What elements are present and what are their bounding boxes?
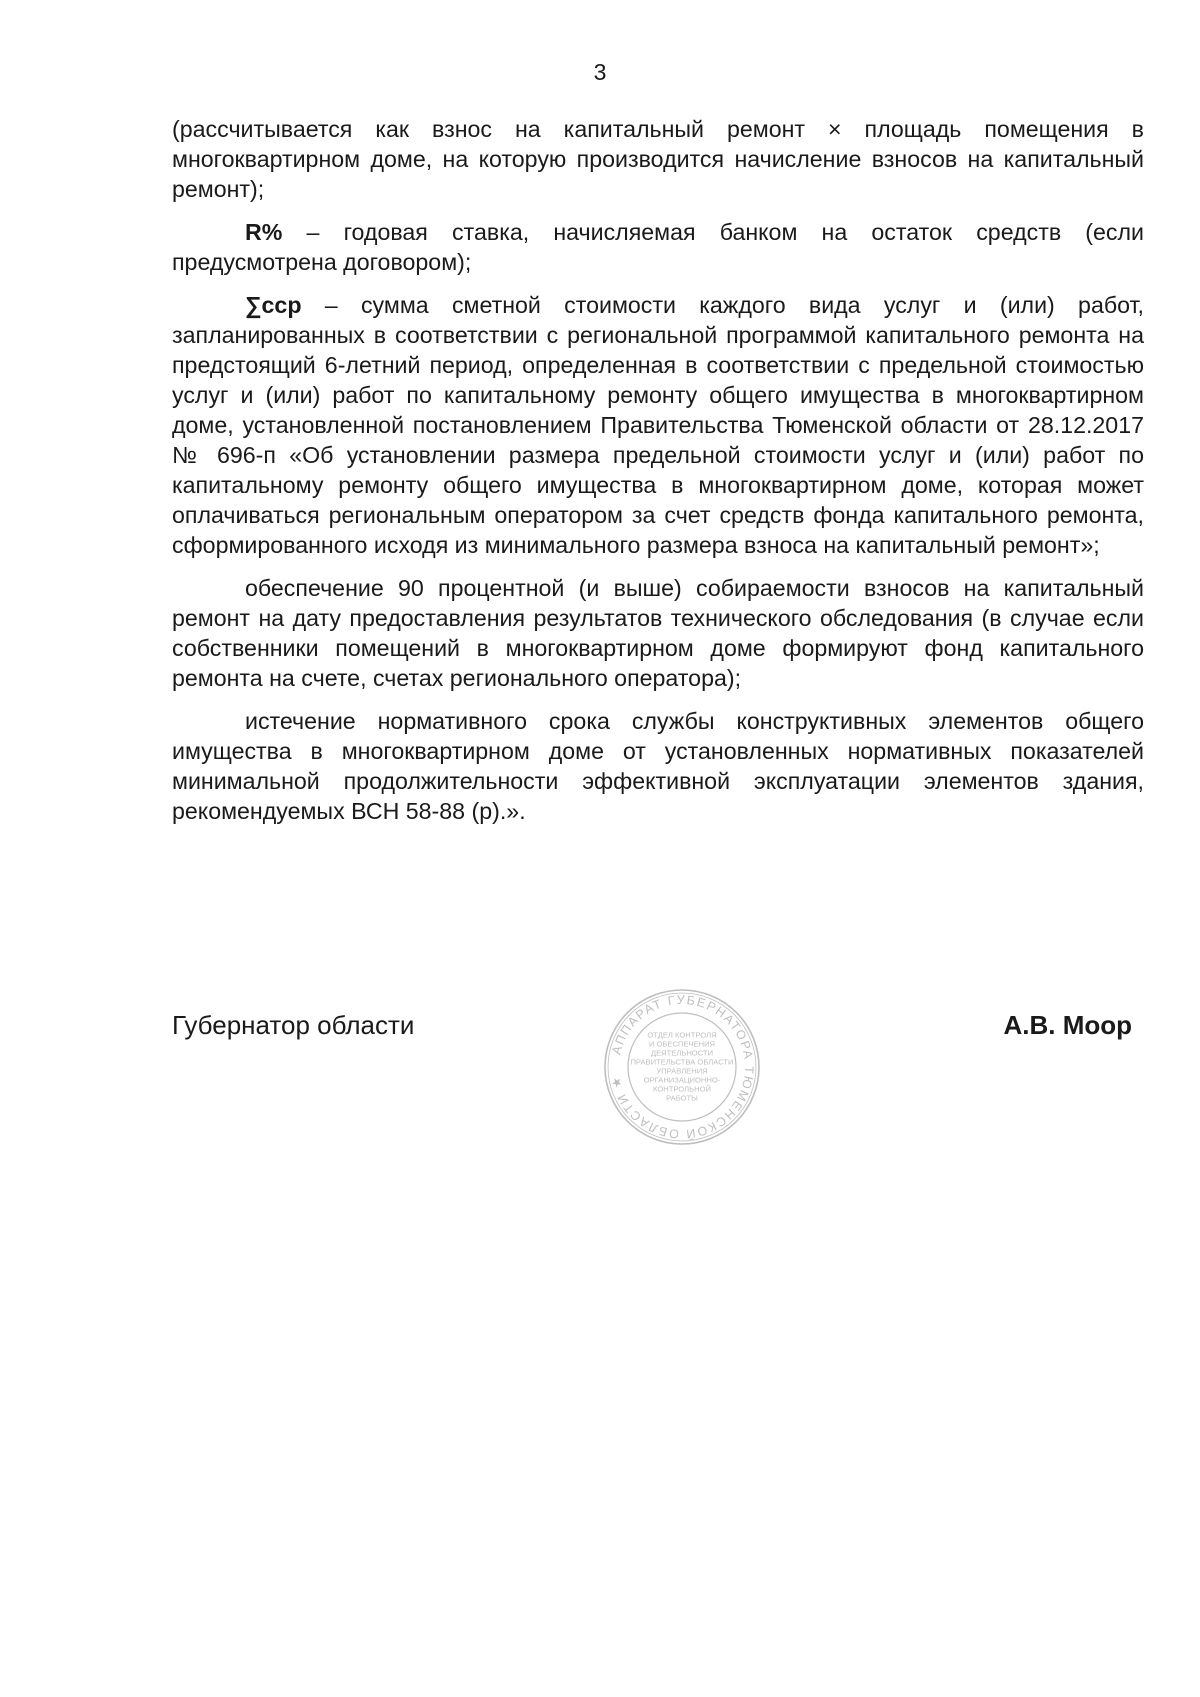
seal-inner-line: И ОБЕСПЕЧЕНИЯ — [648, 1039, 716, 1049]
signatory-name: А.В. Моор — [1003, 1010, 1132, 1040]
seal-inner-line: РАБОТЫ — [666, 1093, 698, 1103]
signatory-position: Губернатор области — [172, 1010, 415, 1040]
seal-inner-line: ОРГАНИЗАЦИОННО- — [643, 1075, 721, 1085]
page-number: 3 — [593, 59, 607, 85]
estimate-definition-text: – сумма сметной стоимости каждого вида услуг и (или) работ, запланированных в соответствии с региональной программой капитального ремонта на предстоящий 6-летний период, определенная в соответствии с предельной стоимостью услуг и (или) работ по капитальному ремонту общего имущества в многоквартирном доме, установленной постановлением Правительства Тюменской области от 28.12.2017 № 696-п «Об установлении размера предельной стоимости услуг и (или) работ по капитальному ремонту общего имущества в многоквартирном доме, которая может оплачиваться региональным оператором за счет средств фонда капитального ремонта, сформированного исходя из минимального размера взноса на капитальный ремонт»; — [172, 292, 1144, 558]
document-body — [172, 114, 1144, 839]
paragraph-rate-definition — [172, 217, 1144, 277]
seal-inner-line: ДЕЯТЕЛЬНОСТИ — [650, 1048, 714, 1058]
paragraph-estimate-definition — [172, 290, 1144, 560]
rate-definition-text: – годовая ставка, начисляемая банком на остаток средств (если предусмотрена договором); — [172, 219, 1144, 275]
paragraph-service-life-condition: истечение нормативного срока службы конструктивных элементов общего имущества в многоквартирном доме от установленных нормативных показателей минимальной продолжительности эффективной эксплуатации элементов здания, рекомендуемых ВСН 58-88 (р).». — [172, 708, 1144, 824]
paragraph-collection-condition: обеспечение 90 процентной (и выше) собираемости взносов на капитальный ремонт на дату предоставления результатов технического обследования (в случае если собственники помещений в многоквартирном доме формируют фонд капитального ремонта на счете, счетах регионального оператора); — [172, 575, 1144, 691]
seal-inner-line: УПРАВЛЕНИЯ — [656, 1066, 708, 1076]
seal-inner-line: ПРАВИТЕЛЬСТВА ОБЛАСТИ — [630, 1057, 734, 1067]
svg-text:АППАРАТ ГУБЕРНАТОРА ТЮМЕНСКОЙ: АППАРАТ ГУБЕРНАТОРА ТЮМЕНСКОЙ ОБЛАСТИ ★ — [608, 992, 757, 1142]
seal-inner-line: ОТДЕЛ КОНТРОЛЯ — [647, 1030, 717, 1040]
term-estimate-sum: ∑сср — [245, 292, 302, 318]
paragraph-calculation-note: (рассчитывается как взнос на капитальный ремонт × площадь помещения в многоквартирном доме, на которую производится начисление взносов на капитальный ремонт); — [172, 116, 1144, 202]
official-seal-stamp — [602, 987, 762, 1147]
term-rate: R% — [245, 219, 283, 245]
seal-inner-line: КОНТРОЛЬНОЙ — [653, 1084, 711, 1094]
